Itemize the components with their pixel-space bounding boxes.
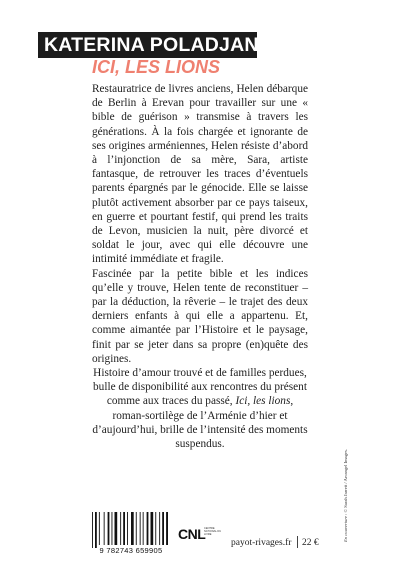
isbn-number: 9 782743 659905 xyxy=(99,546,163,555)
barcode-bar xyxy=(162,512,164,545)
blurb-closing-before: Histoire d’amour trouvé et de familles perdues, bulle de disponibilité aux rencontres du présent comme aux traces du passé, xyxy=(93,367,307,408)
barcode-bar xyxy=(127,512,128,545)
barcode-bar xyxy=(151,512,154,545)
barcode-bar xyxy=(123,512,125,545)
barcode-bar xyxy=(95,512,97,548)
credit-label: En couverture xyxy=(343,516,348,542)
credit-text: : © Sarah Jarrett / Arcangel Images. xyxy=(343,449,348,517)
blurb-text xyxy=(92,82,308,451)
blurb-paragraph-2: Fascinée par la petite bible et les indices qu’elle y trouve, Helen tente de reconstituer – par la déduction, la rêverie – le trajet des deux derniers enfants à qui elle a appartenu. Et, comme aimantée par l’Histoire et le paysage, finit par se jeter dans sa propre (en)quête des origines. xyxy=(92,267,308,365)
barcode-bar xyxy=(147,512,149,545)
footer-divider xyxy=(297,536,298,548)
barcode-bar xyxy=(131,512,134,545)
blurb-paragraph-1: Restauratrice de livres anciens, Helen débarque de Berlin à Erevan pour travailler sur une « bible de guérison » transmise à travers les générations. À la fois chargée et ignorante de ses origines arméniennes, Helen résiste d’abord à l’injonction de sa mère, Sara, artiste fantasque, de retrouver les traces d’éventuels parents épargnés par le génocide. Elle se laisse plutôt activement absorber par ce pays taiseux, en guerre et pourtant festif, qui prend les traits de Levon, musicien la nuit, père divorcé et soldat le jour, avec qui elle découvre une intimité immédiate et fragile. xyxy=(92,83,308,266)
cover-credit xyxy=(343,449,349,542)
barcode-bar xyxy=(143,512,144,545)
barcode-bar xyxy=(166,512,168,545)
barcode-graphic xyxy=(92,512,168,548)
barcode-bar xyxy=(99,512,100,545)
cnl-logo: CNL xyxy=(178,526,206,542)
barcode-bar xyxy=(108,512,110,545)
blurb-closing-title: Ici, les lions xyxy=(235,395,291,408)
barcode-bar xyxy=(136,512,137,545)
author-name: KATERINA POLADJAN xyxy=(44,34,259,56)
barcode xyxy=(92,512,168,548)
publisher-website: payot-rivages.fr xyxy=(231,538,292,548)
blurb-closing-after: , roman-sortilège de l’Arménie d’hier et d’aujourd’hui, brille de l’intensité des moments suspendus. xyxy=(92,395,308,451)
barcode-bar xyxy=(112,512,113,545)
barcode-bar xyxy=(115,512,118,545)
barcode-bar xyxy=(155,512,156,545)
book-title: ICI, LES LIONS xyxy=(92,57,221,77)
cnl-caption: CENTRE NATIONAL DU LIVRE xyxy=(204,527,222,537)
price: 22 € xyxy=(302,538,319,548)
barcode-bar xyxy=(140,512,141,545)
blurb-paragraph-3 xyxy=(92,366,308,451)
barcode-bar xyxy=(104,512,105,545)
barcode-bar xyxy=(159,512,160,545)
barcode-bar xyxy=(92,512,93,548)
barcode-bar xyxy=(120,512,121,545)
